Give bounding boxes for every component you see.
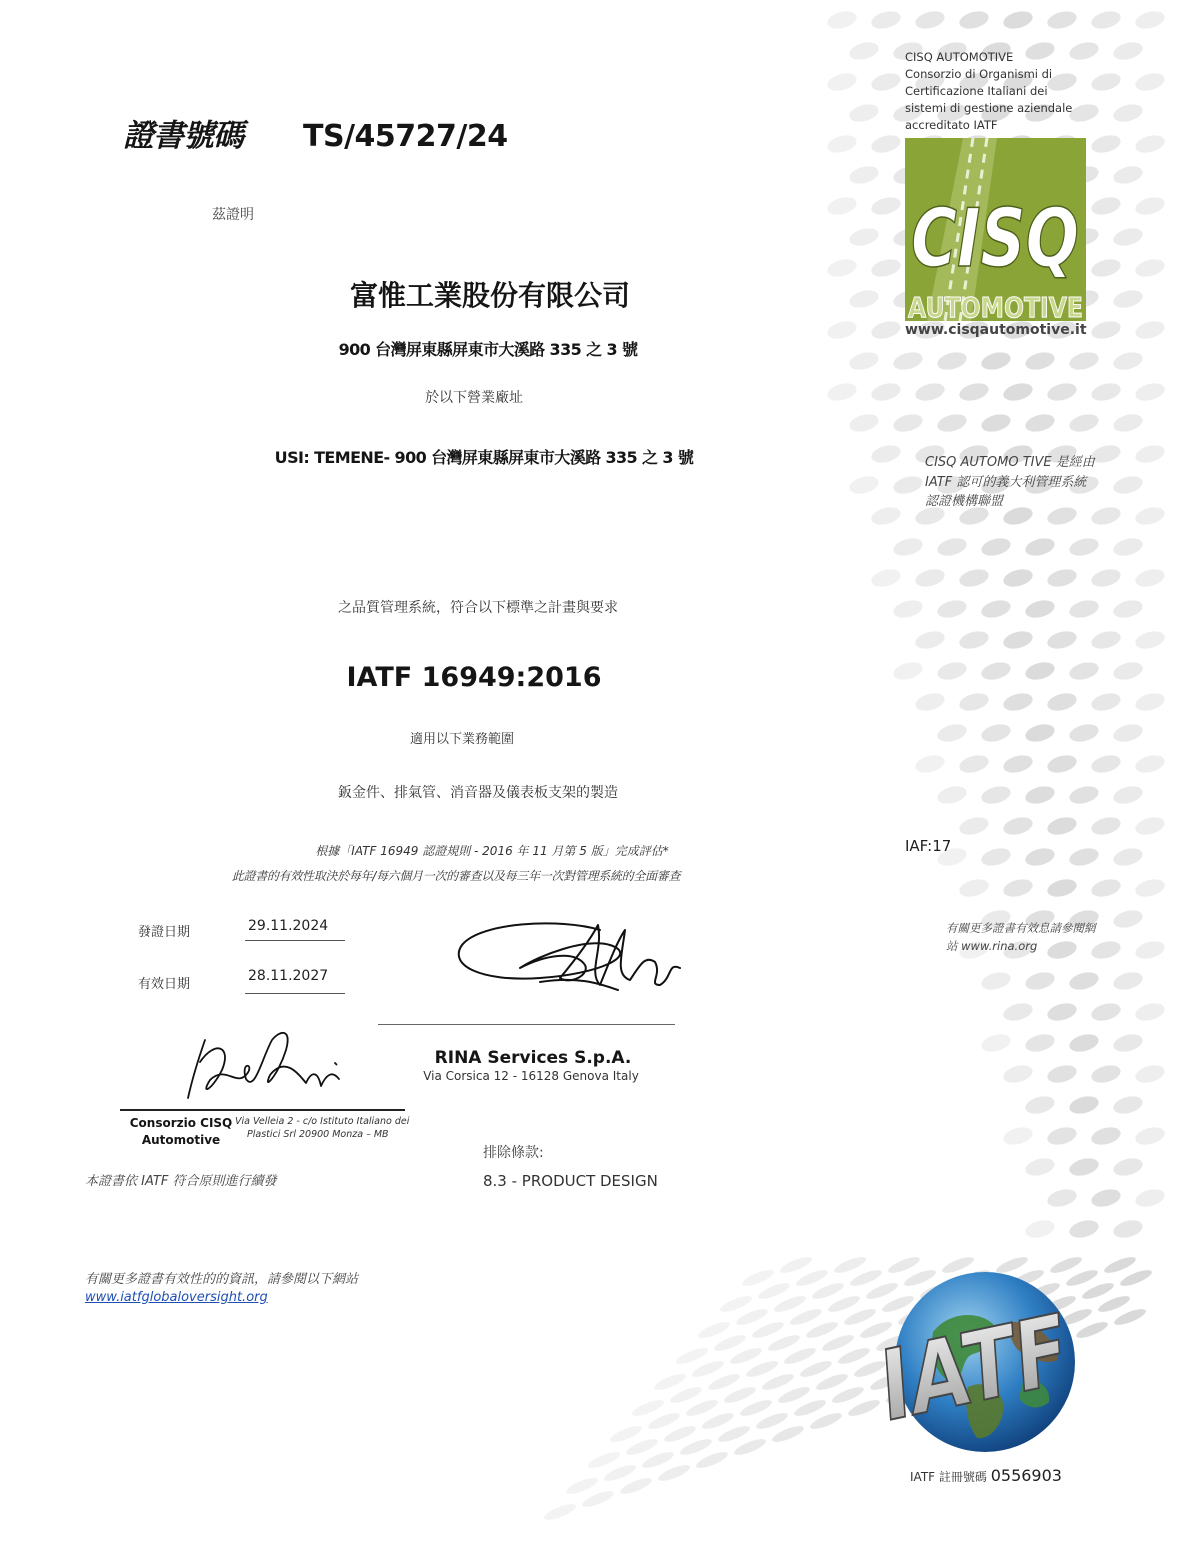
cisq-signatory-name-line1: Consorzio CISQ	[129, 1116, 233, 1130]
rules-note: 根據「IATF 16949 認證規則 - 2016 年 11 月第 5 版」完成評估*	[315, 844, 669, 858]
scope-label: 適用以下業務範圍	[409, 732, 515, 747]
certify-label: 茲證明	[212, 207, 254, 223]
issue-date: 29.11.2024	[248, 918, 329, 934]
expiry-date-label: 有效日期	[138, 977, 191, 992]
cisq-logo-subtext: AUTOMOTIVE	[908, 291, 1083, 324]
cisq-signature-line	[120, 1109, 405, 1111]
renewal-note: 本證書依 IATF 符合原則進行續發	[85, 1174, 277, 1189]
cisq-description-line: 認證機構聯盟	[925, 494, 1004, 509]
issue-date-underline	[245, 940, 345, 941]
cisq-signatory-name-line2: Automotive	[141, 1133, 221, 1147]
company-name: 富惟工業股份有限公司	[349, 279, 631, 312]
cisq-description-line: CISQ AUTOMO TIVE 是經由	[925, 455, 1095, 470]
cisq-header-line: Consorzio di Organismi di	[905, 67, 1053, 81]
cisq-signatory-address-line1: Via Velleia 2 - c/o Istituto Italiano dei	[235, 1116, 410, 1127]
company-address: 900 台灣屏東縣屏東市大溪路 335 之 3 號	[338, 340, 638, 359]
validity-note: 此證書的有效性取決於每年/每六個月一次的審查以及每三年一次對管理系統的全面審查	[231, 869, 681, 883]
iatf-logo-text: IATF	[877, 1282, 1114, 1445]
cisq-header-line: sistemi di gestione aziendale	[905, 101, 1073, 115]
expiry-date: 28.11.2027	[248, 968, 329, 984]
oversight-link[interactable]: www.iatfglobaloversight.org	[85, 1290, 268, 1305]
iatf-registration	[910, 1466, 1062, 1487]
cisq-automotive-logo	[905, 138, 1086, 324]
iaf-code: IAF:17	[905, 837, 952, 855]
certificate-number: TS/45727/24	[303, 119, 508, 154]
oversight-note: 有關更多證書有效性的的資訊，請參閱以下網站	[85, 1272, 359, 1287]
certificate-number-label: 證書號碼	[123, 118, 243, 154]
cisq-header-line: CISQ AUTOMOTIVE	[905, 50, 1014, 64]
cisq-signatory-address-line2: Plastici Srl 20900 Monza – MB	[247, 1129, 389, 1140]
cisq-signature	[188, 1033, 339, 1098]
issue-date-label: 發證日期	[138, 925, 191, 940]
site-address: USI: TEMENE- 900 台灣屏東縣屏東市大溪路 335 之 3 號	[274, 448, 694, 467]
expiry-date-underline	[245, 993, 345, 994]
cisq-header-line: Certificazione Italiani dei	[905, 84, 1048, 98]
rina-note-line: 站 www.rina.org	[946, 939, 1038, 953]
scope-text: 鈑金件、排氣管、消音器及儀表板支架的製造	[338, 785, 618, 801]
standard-title: IATF 16949:2016	[346, 662, 602, 693]
iatf-globe-logo	[873, 1262, 1114, 1462]
iatf-registration-label: IATF 註冊號碼	[910, 1470, 987, 1484]
cisq-website: www.cisqautomotive.it	[905, 322, 1087, 338]
cisq-description-line: IATF 認可的義大利管理系統	[925, 475, 1087, 490]
rina-name: RINA Services S.p.A.	[434, 1048, 632, 1068]
rina-signature-line	[378, 1024, 675, 1025]
exclusions-item: 8.3 - PRODUCT DESIGN	[483, 1172, 658, 1190]
exclusions-label: 排除條款:	[483, 1145, 544, 1161]
cisq-header-line: accreditato IATF	[905, 118, 998, 132]
qms-statement: 之品質管理系統，符合以下標準之計畫與要求	[338, 600, 618, 616]
rina-note-line: 有關更多證書有效息請參閱網	[946, 921, 1096, 935]
rina-address: Via Corsica 12 - 16128 Genova Italy	[423, 1069, 639, 1083]
rina-signature	[459, 923, 680, 990]
site-label: 於以下營業廠址	[425, 390, 523, 406]
cisq-logo-text: CISQ	[911, 192, 1079, 285]
iatf-registration-number: 0556903	[990, 1466, 1062, 1485]
